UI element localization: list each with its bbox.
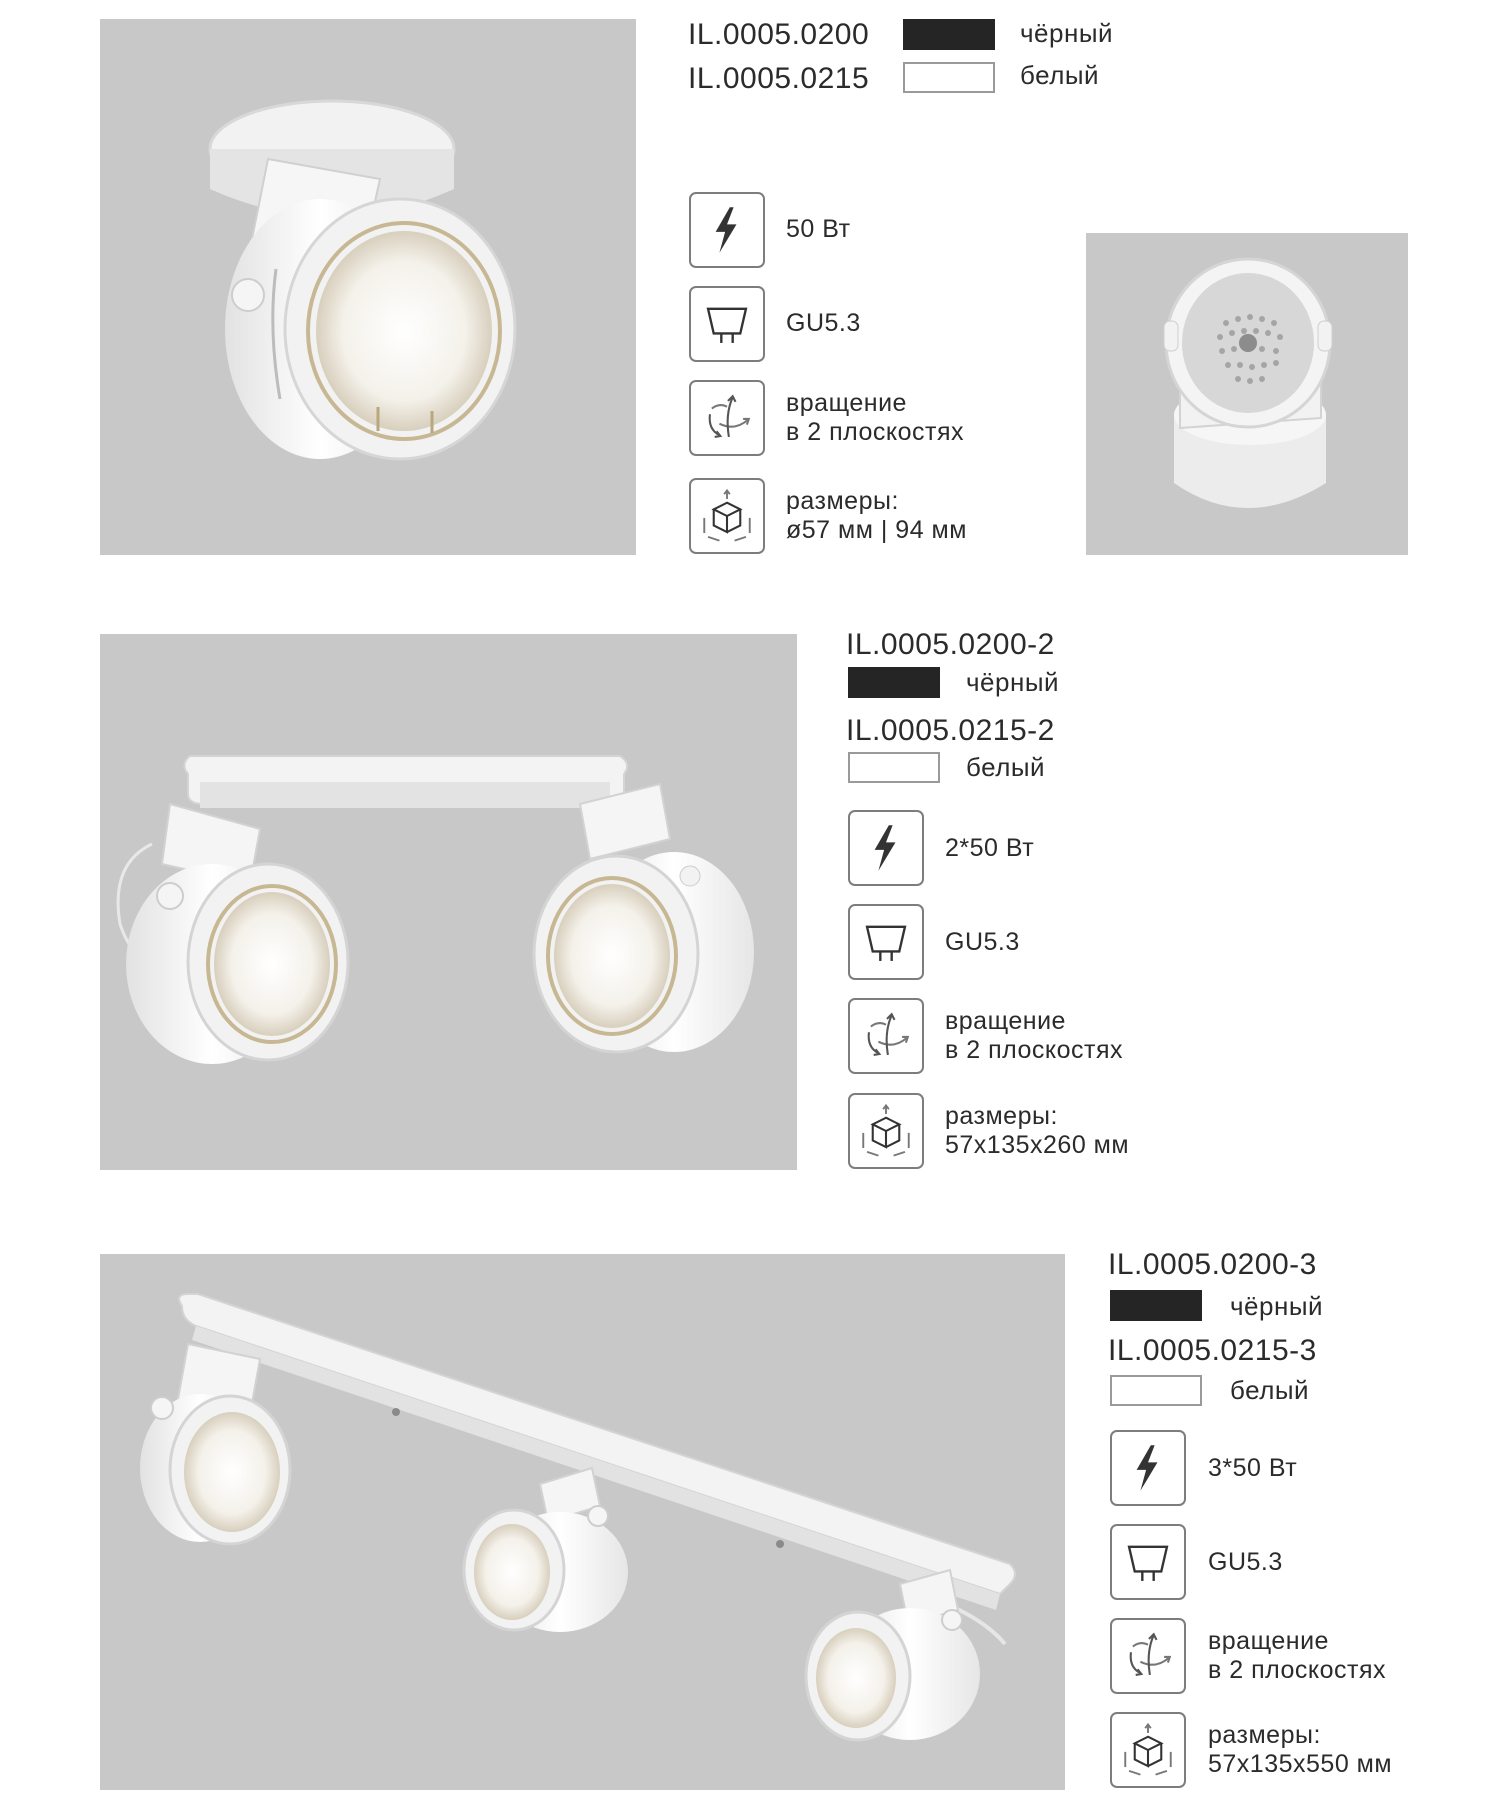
spec-socket: GU5.3 <box>1208 1548 1283 1576</box>
rotation-arrows-icon <box>689 380 765 456</box>
product-photo-double <box>100 634 797 1170</box>
spec-rotation: вращение в 2 плоскостях <box>1208 1627 1386 1684</box>
color-swatch-black <box>1110 1290 1202 1321</box>
product-code-black: IL.0005.0200 <box>688 18 870 51</box>
color-swatch-white <box>903 62 995 93</box>
color-swatch-white <box>848 752 940 783</box>
dimensions-cube-icon <box>689 478 765 554</box>
spec-dimensions: размеры: 57х135х260 мм <box>945 1102 1130 1159</box>
product-photo-triple <box>100 1254 1065 1790</box>
color-swatch-black <box>903 19 995 50</box>
product-photo-rear <box>1086 233 1408 555</box>
dimensions-cube-icon <box>848 1093 924 1169</box>
dimensions-cube-icon <box>1110 1712 1186 1788</box>
color-label-white: белый <box>966 752 1046 782</box>
product-photo-single <box>100 19 636 555</box>
lamp-socket-icon <box>1110 1524 1186 1600</box>
lightning-icon <box>848 810 924 886</box>
spec-rotation: вращение в 2 плоскостях <box>945 1007 1123 1064</box>
color-swatch-white <box>1110 1375 1202 1406</box>
lamp-socket-icon <box>848 904 924 980</box>
product-code-white: IL.0005.0215-2 <box>846 714 1055 747</box>
spec-power: 50 Вт <box>786 215 851 243</box>
product-code-white: IL.0005.0215 <box>688 62 870 95</box>
spec-dimensions: размеры: 57х135х550 мм <box>1208 1721 1393 1778</box>
color-label-white: белый <box>1020 60 1100 90</box>
spec-socket: GU5.3 <box>945 928 1020 956</box>
rotation-arrows-icon <box>848 998 924 1074</box>
spec-socket: GU5.3 <box>786 309 861 337</box>
product-code-black: IL.0005.0200-2 <box>846 628 1055 661</box>
spec-power: 2*50 Вт <box>945 834 1035 862</box>
spec-power: 3*50 Вт <box>1208 1454 1298 1482</box>
color-label-black: чёрный <box>966 667 1060 697</box>
product-code-black: IL.0005.0200-3 <box>1108 1248 1317 1281</box>
color-label-black: чёрный <box>1020 18 1114 48</box>
color-label-black: чёрный <box>1230 1291 1324 1321</box>
lamp-socket-icon <box>689 286 765 362</box>
spec-rotation: вращение в 2 плоскостях <box>786 389 964 446</box>
lightning-icon <box>689 192 765 268</box>
rotation-arrows-icon <box>1110 1618 1186 1694</box>
lightning-icon <box>1110 1430 1186 1506</box>
product-code-white: IL.0005.0215-3 <box>1108 1334 1317 1367</box>
spec-dimensions: размеры: ø57 мм | 94 мм <box>786 487 967 544</box>
color-swatch-black <box>848 667 940 698</box>
color-label-white: белый <box>1230 1375 1310 1405</box>
